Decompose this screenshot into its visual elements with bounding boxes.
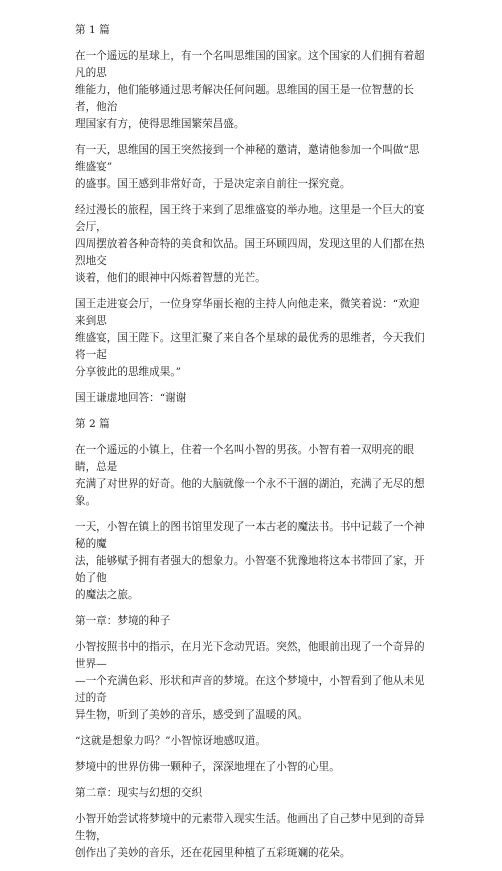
paragraph: 有一天，思维国的国王突然接到一个神秘的邀请，邀请他参加一个叫做“思维盛宴” 的盛事。国王感到非常好奇，于是决定亲自前往一探究竟。 (75, 144, 420, 190)
paragraph: 经过漫长的旅程，国王终于来到了思维盛宴的举办地。这里是一个巨大的宴会厅， 四周摆放着各种奇特的美食和饮品。国王环顾四周，发现这里的人们都在热烈地交 谈着，他们的眼神中闪烁着智慧的光芒。 (75, 204, 425, 284)
paragraph: 梦境中的世界仿佛一颗种子，深深地埋在了小智的心里。 (75, 761, 340, 773)
paragraph: 国王走进宴会厅，一位身穿华丽长袍的主持人向他走来，微笑着说：“欢迎来到思 维盛宴，国王陛下。这里汇聚了来自各个星球的最优秀的思维者，今天我们将一起 分享彼此的思维成果。” (75, 298, 425, 378)
paragraph: 小智按照书中的指示，在月光下念动咒语。突然，他眼前出现了一个奇异的世界— —一个充满色彩、形状和声音的梦境。在这个梦境中，小智看到了他从未见过的奇 异生物，听到了美妙的音乐，感受到了温暖的风。 (75, 641, 425, 721)
section-heading: 第 1 篇 (75, 24, 110, 36)
paragraph: 小智开始尝试将梦境中的元素带入现实生活。他画出了自己梦中见到的奇异生物， 创作出了美妙的音乐，还在花园里种植了五彩斑斓的花朵。 (75, 813, 425, 859)
paragraph: 一天，小智在镇上的图书馆里发现了一本古老的魔法书。书中记载了一个神秘的魔 法，能够赋予拥有者强大的想象力。小智毫不犹豫地将这本书带回了家，开始了他 的魔法之旅。 (75, 521, 425, 601)
paragraph: 在一个遥远的小镇上，住着一个名叫小智的男孩。小智有着一双明亮的眼睛，总是 充满了对世界的好奇。他的大脑就像一个永不干涸的湖泊，充满了无尽的想象。 (75, 444, 425, 507)
paragraph: 国王谦虚地回答：“谢谢 (75, 392, 187, 404)
paragraph: 在一个遥远的星球上，有一个名叫思维国的国家。这个国家的人们拥有着超凡的思 维能力，他们能够通过思考解决任何问题。思维国的国王是一位智慧的长者，他治 理国家有方，使得思维国繁荣昌盛。 (75, 50, 425, 130)
paragraph: “这就是想象力吗？”小智惊讶地感叹道。 (75, 735, 266, 747)
document-page (75, 22, 427, 871)
chapter-heading: 第二章：现实与幻想的交织 (75, 787, 203, 799)
chapter-heading: 第一章：梦境的种子 (75, 615, 171, 627)
section-heading: 第 2 篇 (75, 418, 110, 430)
